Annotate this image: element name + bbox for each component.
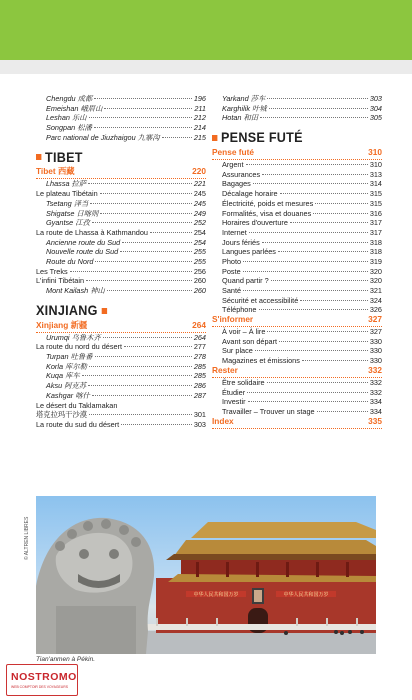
page-number: 196: [193, 94, 206, 103]
entry-title: Emeishan 峨眉山: [46, 103, 103, 113]
page-number: 330: [369, 356, 382, 366]
section-label: Tibet 西藏: [36, 166, 75, 177]
dot-leader: [267, 331, 367, 332]
page-number: 303: [193, 419, 206, 429]
page-number: 264: [192, 319, 206, 330]
banner-left-text: 中华人民共和国万岁: [193, 592, 239, 598]
toc-entry[interactable]: [36, 276, 206, 286]
toc-entry[interactable]: [212, 218, 382, 228]
entry-title: L'infini Tibétain: [36, 276, 85, 286]
page-number: 332: [369, 377, 382, 387]
toc-entry[interactable]: [212, 276, 382, 286]
dot-leader: [95, 261, 191, 262]
page-number: 256: [193, 266, 206, 276]
dot-leader: [249, 232, 368, 233]
toc-entry[interactable]: [36, 352, 206, 362]
toc-entry[interactable]: [36, 401, 206, 411]
page-number: 260: [193, 286, 206, 295]
entry-title: Santé: [222, 286, 242, 295]
dot-leader: [95, 356, 192, 357]
page-number: 221: [193, 179, 206, 189]
page-number: 314: [369, 179, 382, 189]
dot-leader: [121, 424, 192, 425]
toc-entry[interactable]: [36, 420, 206, 430]
page-number: 285: [193, 371, 206, 381]
tiananmen-illustration: [36, 496, 376, 654]
entry-title: Internet: [222, 227, 247, 237]
toc-section-pense-fute[interactable]: [212, 148, 382, 160]
toc-section-index[interactable]: [212, 417, 382, 429]
green-header-bar: [0, 0, 412, 60]
dot-leader: [278, 251, 368, 252]
orange-square-icon: [36, 154, 41, 160]
page-number: 220: [192, 166, 206, 177]
page-number: 320: [369, 276, 382, 286]
dot-leader: [104, 108, 192, 109]
entry-title: Songpan 松潘: [46, 123, 92, 133]
dot-leader: [267, 382, 368, 383]
page-number: 321: [369, 286, 382, 295]
dot-leader: [90, 203, 191, 204]
toc-section-rester[interactable]: [212, 366, 382, 378]
page-number: 316: [369, 208, 382, 218]
page-number: 301: [193, 410, 206, 420]
entry-title: Parc national de Jiuzhaigou 九寨沟: [46, 132, 160, 142]
toc-entry[interactable]: [36, 113, 206, 123]
toc-entry[interactable]: [36, 133, 206, 143]
dot-leader: [302, 360, 368, 361]
orange-square-icon: [101, 308, 106, 314]
entry-title: Poste: [222, 266, 241, 276]
dot-leader: [280, 193, 368, 194]
dot-leader: [247, 392, 368, 393]
dot-leader: [82, 375, 192, 376]
entry-title: La route du nord du désert: [36, 342, 123, 352]
entry-title: Urumqi 乌鲁木齐: [46, 332, 101, 342]
page-number: 260: [193, 276, 206, 286]
toc-entry[interactable]: [212, 346, 382, 356]
entry-title: Horaires d'ouverture: [222, 218, 288, 228]
chapter-title: PENSE FUTÉ: [221, 129, 303, 146]
page-number: 310: [369, 160, 382, 170]
dot-leader: [243, 271, 368, 272]
dot-leader: [259, 309, 368, 310]
dot-leader: [107, 290, 192, 291]
toc-entry[interactable]: [36, 228, 206, 238]
dot-leader: [248, 401, 368, 402]
dot-leader: [243, 290, 368, 291]
page-number: 310: [368, 147, 382, 158]
entry-title: La route du sud du désert: [36, 419, 120, 429]
toc-list-rester: [212, 378, 382, 417]
toc-entry[interactable]: [212, 94, 382, 104]
toc-entry[interactable]: [212, 247, 382, 257]
photo-caption: Tian'anmen à Pékin.: [36, 656, 95, 663]
toc-entry[interactable]: [212, 113, 382, 123]
dot-leader: [89, 414, 192, 415]
entry-title: Assurances: [222, 169, 261, 179]
page-number: 278: [193, 352, 206, 362]
section-label: Xinjiang 新疆: [36, 319, 88, 330]
toc-list-sichuan: [36, 94, 206, 142]
toc-entry[interactable]: [36, 123, 206, 133]
toc-entry[interactable]: [212, 160, 382, 170]
entry-title: Magazines et émissions: [222, 356, 300, 366]
toc-entry[interactable]: [36, 410, 206, 420]
page-number: 252: [193, 218, 206, 228]
section-label: Pense futé: [212, 147, 254, 158]
toc-left-column: [36, 94, 206, 430]
dot-leader: [313, 213, 368, 214]
page-number: 330: [369, 336, 382, 346]
page-number: 332: [369, 387, 382, 397]
page-number: 211: [194, 103, 206, 113]
entry-title: Karghilik 叶城: [222, 103, 267, 113]
toc-entry[interactable]: [36, 209, 206, 219]
page-number: 318: [369, 237, 382, 247]
page-number: 317: [369, 227, 382, 237]
entry-title: 塔克拉玛干沙漠: [36, 410, 88, 420]
page-number: 315: [369, 198, 382, 208]
dot-leader: [315, 203, 368, 204]
entry-title: Shigatse 日喀则: [46, 208, 99, 218]
page-number: 255: [193, 247, 206, 257]
entry-title: Nouvelle route du Sud: [46, 247, 119, 257]
toc-entry[interactable]: [36, 342, 206, 352]
entry-title: Quand partir ?: [222, 276, 269, 286]
entry-title: Tsetang 泽当: [46, 198, 89, 208]
toc-entry[interactable]: [36, 238, 206, 248]
page-number: 320: [369, 266, 382, 276]
page-number: 334: [369, 397, 382, 407]
toc-entry[interactable]: [36, 371, 206, 381]
page-number: 335: [368, 415, 382, 426]
section-label: Rester: [212, 364, 238, 375]
entry-title: Téléphone: [222, 305, 257, 315]
toc-entry[interactable]: [212, 228, 382, 238]
entry-title: Yarkand 莎车: [222, 94, 266, 103]
toc-section-sinformer[interactable]: [212, 315, 382, 327]
toc-section-xinjiang[interactable]: [36, 321, 206, 333]
dot-leader: [262, 242, 368, 243]
toc-entry[interactable]: [212, 199, 382, 209]
toc-right-column: [212, 94, 382, 429]
toc-entry[interactable]: [36, 218, 206, 228]
entry-title: Sécurité et accessibilité: [222, 295, 299, 305]
entry-title: Argent: [222, 160, 244, 170]
page-number: 254: [193, 237, 206, 247]
entry-title: Avant son départ: [222, 336, 278, 346]
dot-leader: [89, 117, 192, 118]
dot-leader: [260, 117, 368, 118]
page-number: 327: [368, 314, 382, 325]
page-number: 326: [369, 305, 382, 315]
page-number: 332: [368, 364, 382, 375]
toc-entry[interactable]: [36, 257, 206, 267]
section-label: S'informer: [212, 314, 254, 325]
entry-title: Être solidaire: [222, 377, 265, 387]
toc-entry[interactable]: [212, 286, 382, 296]
page-number: 286: [193, 381, 206, 391]
entry-title: Formalités, visa et douanes: [222, 208, 312, 218]
dot-leader: [243, 261, 368, 262]
dot-leader: [86, 280, 192, 281]
entry-title: Korla 库尔勒: [46, 361, 87, 371]
entry-title: Photo: [222, 256, 242, 266]
entry-title: Les Treks: [36, 266, 68, 276]
toc-entry[interactable]: [36, 199, 206, 209]
page-number: 212: [193, 113, 206, 123]
dot-leader: [300, 300, 368, 301]
dot-leader: [103, 337, 192, 338]
dot-leader: [100, 213, 191, 214]
entry-title: Décalage horaire: [222, 189, 278, 199]
chapter-title: TIBET: [45, 148, 83, 165]
toc-entry[interactable]: [212, 407, 382, 417]
dot-leader: [150, 232, 192, 233]
page-number: 277: [193, 342, 206, 352]
toc-entry[interactable]: [36, 286, 206, 296]
page-number: 324: [369, 295, 382, 305]
chapter-heading-pense-fute: [212, 128, 365, 148]
dot-leader: [279, 341, 368, 342]
toc-list-xinjiang: [36, 333, 206, 430]
dot-leader: [255, 350, 368, 351]
entry-title: Travailler – Trouver un stage: [222, 406, 315, 416]
entry-title: Aksu 阿克苏: [46, 381, 87, 391]
page-number: 215: [193, 132, 206, 142]
page-number: 214: [193, 123, 206, 133]
toc-entry[interactable]: [212, 267, 382, 277]
dot-leader: [92, 395, 192, 396]
dot-leader: [94, 127, 192, 128]
entry-title: Chengdu 成都: [46, 94, 93, 103]
entry-title: Étudier: [222, 387, 246, 397]
page-number: 330: [369, 346, 382, 356]
entry-title: Gyantse 江孜: [46, 218, 90, 228]
entry-title: Turpan 吐鲁番: [46, 352, 93, 362]
toc-entry[interactable]: [36, 391, 206, 401]
entry-title: Kashgar 喀什: [46, 390, 90, 400]
toc-list-pense-fute: [212, 160, 382, 315]
entry-title: La route de Lhassa à Kathmandou: [36, 227, 148, 237]
page-number: 327: [369, 327, 382, 337]
chapter-title: XINJIANG: [36, 301, 98, 318]
entry-title: Sur place: [222, 346, 253, 356]
page-number: 317: [369, 218, 382, 228]
toc-entry[interactable]: [212, 378, 382, 388]
page-number: 334: [369, 406, 382, 416]
page-number: 315: [369, 189, 382, 199]
logo-tagline: WEB COMPTOIR DES VOYAGEURS: [11, 685, 68, 689]
page-number: 264: [193, 332, 206, 342]
toc-entry[interactable]: [212, 388, 382, 398]
entry-title: Investir: [222, 397, 246, 407]
entry-title: Lhassa 拉萨: [46, 179, 87, 189]
toc-entry[interactable]: [212, 238, 382, 248]
dot-leader: [92, 222, 192, 223]
nostromo-logo: [6, 664, 78, 696]
dot-leader: [124, 346, 192, 347]
entry-title: Électricité, poids et mesures: [222, 198, 314, 208]
dot-leader: [70, 271, 192, 272]
entry-title: Mont Kailash 神山: [46, 286, 105, 295]
banner-right-text: 中华人民共和国万岁: [283, 592, 329, 598]
dot-leader: [246, 164, 368, 165]
entry-title: Route du Nord: [46, 256, 94, 266]
page-number: 245: [193, 189, 206, 199]
entry-title: À voir – À lire: [222, 327, 266, 337]
entry-title: Hotan 和田: [222, 113, 259, 123]
toc-entry[interactable]: [212, 337, 382, 347]
page-number: 318: [369, 247, 382, 257]
dot-leader: [88, 183, 192, 184]
page-number: 254: [193, 227, 206, 237]
toc-entry[interactable]: [212, 209, 382, 219]
chapter-heading-xinjiang: [36, 301, 189, 321]
dot-leader: [120, 251, 192, 252]
dot-leader: [262, 174, 368, 175]
page-number: 255: [193, 256, 206, 266]
toc-list-sinformer: [212, 327, 382, 366]
toc-entry[interactable]: [36, 179, 206, 189]
dot-leader: [317, 411, 368, 412]
chapter-heading-tibet: [36, 147, 189, 167]
dot-leader: [122, 242, 192, 243]
toc-entry[interactable]: [36, 189, 206, 199]
entry-title: Le plateau Tibétain: [36, 189, 98, 199]
page-number: 313: [369, 169, 382, 179]
page-number: 319: [369, 256, 382, 266]
dot-leader: [100, 193, 192, 194]
page-number: 285: [193, 361, 206, 371]
dot-leader: [267, 98, 368, 99]
entry-title: Bagages: [222, 179, 251, 189]
orange-square-icon: [212, 135, 217, 141]
toc-list-tibet: [36, 179, 206, 295]
dot-leader: [290, 222, 368, 223]
toc-entry[interactable]: [36, 381, 206, 391]
page-number: 245: [193, 198, 206, 208]
toc-entry[interactable]: [36, 362, 206, 372]
dot-leader: [253, 183, 368, 184]
dot-leader: [269, 108, 368, 109]
dot-leader: [89, 366, 192, 367]
entry-title: Kuqa 库车: [46, 371, 80, 381]
logo-name: NOSTROMO: [11, 671, 77, 683]
toc-entry[interactable]: [212, 189, 382, 199]
entry-title: Leshan 乐山: [46, 113, 87, 123]
tiananmen-photo: [36, 496, 376, 654]
entry-title: Langues parlées: [222, 247, 276, 257]
toc-entry[interactable]: [212, 170, 382, 180]
toc-entry[interactable]: [36, 247, 206, 257]
page-number: 287: [193, 390, 206, 400]
entry-title: Le désert du Taklamakan: [36, 400, 118, 410]
page-number: 249: [193, 208, 206, 218]
toc-entry[interactable]: [36, 333, 206, 343]
page-number: 303: [369, 94, 382, 103]
dot-leader: [88, 385, 192, 386]
toc-entry[interactable]: [212, 327, 382, 337]
toc-entry[interactable]: [212, 179, 382, 189]
toc-entry[interactable]: [212, 104, 382, 114]
entry-title: Jours fériés: [222, 237, 260, 247]
dot-leader: [271, 280, 368, 281]
page-number: 305: [369, 113, 382, 123]
page-number: 304: [369, 103, 382, 113]
toc-entry[interactable]: [36, 104, 206, 114]
toc-section-tibet[interactable]: [36, 167, 206, 179]
toc-entry[interactable]: [36, 94, 206, 104]
toc-list-south-route: [212, 94, 382, 123]
toc-entry[interactable]: [212, 296, 382, 306]
photo-credit: © ALTREN LIBRES: [24, 516, 30, 560]
toc-entry[interactable]: [212, 257, 382, 267]
toc-entry[interactable]: [36, 267, 206, 277]
entry-title: Ancienne route du Sud: [46, 237, 121, 247]
section-label: Index: [212, 415, 234, 426]
toc-entry[interactable]: [212, 397, 382, 407]
dot-leader: [94, 98, 192, 99]
dot-leader: [162, 137, 192, 138]
